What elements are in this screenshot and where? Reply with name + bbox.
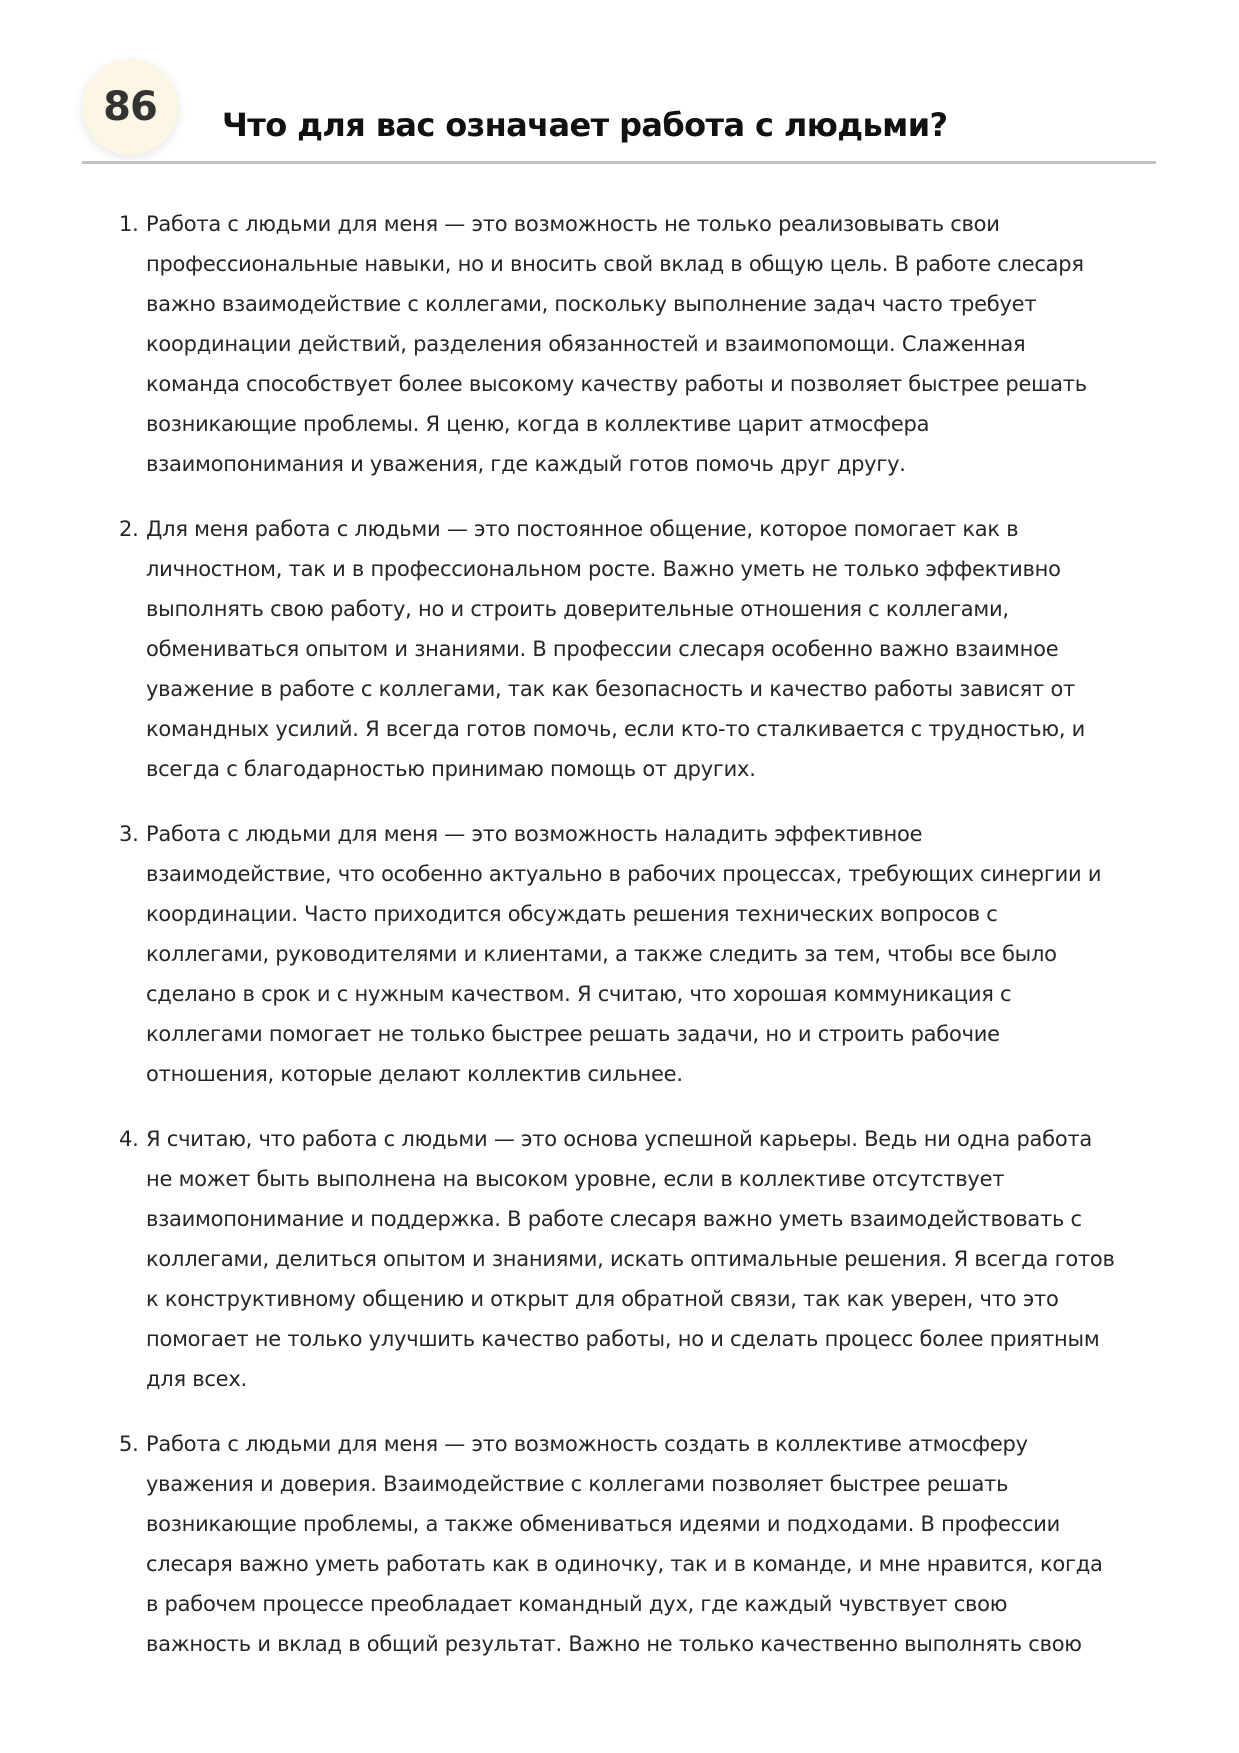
page-title: Что для вас означает работа с людьми? xyxy=(222,106,948,145)
text-line: коллегами, делиться опытом и знаниями, искать оптимальные решения. Я всегда готов xyxy=(146,1247,1115,1271)
text-line: команда способствует более высокому качеству работы и позволяет быстрее решать xyxy=(146,372,1087,396)
answer-text xyxy=(146,1424,1166,1664)
text-line: профессиональные навыки, но и вносить свой вклад в общую цель. В работе слесаря xyxy=(146,252,1084,276)
text-line: координации действий, разделения обязанностей и взаимопомощи. Слаженная xyxy=(146,332,1026,356)
answer-item-5 xyxy=(0,1424,1166,1664)
text-line: выполнять свою работу, но и строить доверительные отношения с коллегами, xyxy=(146,597,1009,621)
text-line: Работа с людьми для меня — это возможность наладить эффективное xyxy=(146,822,923,846)
text-line: помогает не только улучшить качество работы, но и сделать процесс более приятным xyxy=(146,1327,1100,1351)
text-line: возникающие проблемы, а также обмениваться идеями и подходами. В профессии xyxy=(146,1512,1061,1536)
text-line: взаимопонимание и поддержка. В работе слесаря важно уметь взаимодействовать с xyxy=(146,1207,1082,1231)
text-line: коллегами, руководителями и клиентами, а также следить за тем, чтобы все было xyxy=(146,942,1057,966)
text-line: взаимодействие, что особенно актуально в рабочих процессах, требующих синергии и xyxy=(146,862,1102,886)
text-line: уважение в работе с коллегами, так как безопасность и качество работы зависят от xyxy=(146,677,1076,701)
answer-item-4 xyxy=(0,1119,1166,1399)
text-line: к конструктивному общению и открыт для обратной связи, так как уверен, что это xyxy=(146,1287,1059,1311)
text-line: в рабочем процессе преобладает командный дух, где каждый чувствует свою xyxy=(146,1592,1008,1616)
text-line: для всех. xyxy=(146,1367,247,1391)
answer-number: 3. xyxy=(119,822,139,846)
text-line: Для меня работа с людьми — это постоянное общение, которое помогает как в xyxy=(146,517,1019,541)
text-line: важность и вклад в общий результат. Важно не только качественно выполнять свою xyxy=(146,1632,1082,1656)
answer-item-1 xyxy=(0,204,1166,484)
answer-text xyxy=(146,814,1166,1094)
text-line: коллегами помогает не только быстрее решать задачи, но и строить рабочие xyxy=(146,1022,1000,1046)
answer-item-2 xyxy=(0,509,1166,789)
page-header xyxy=(82,55,1156,163)
text-line: обмениваться опытом и знаниями. В профессии слесаря особенно важно взаимное xyxy=(146,637,1059,661)
text-line: сделано в срок и с нужным качеством. Я считаю, что хорошая коммуникация с xyxy=(146,982,1012,1006)
answer-text xyxy=(146,1119,1166,1399)
text-line: координации. Часто приходится обсуждать решения технических вопросов с xyxy=(146,902,998,926)
text-line: Работа с людьми для меня — это возможность не только реализовывать свои xyxy=(146,212,1000,236)
text-line: командных усилий. Я всегда готов помочь, если кто-то сталкивается с трудностью, и xyxy=(146,717,1086,741)
answer-number: 5. xyxy=(119,1432,139,1456)
text-line: взаимопонимания и уважения, где каждый готов помочь друг другу. xyxy=(146,452,906,476)
text-line: важно взаимодействие с коллегами, поскольку выполнение задач часто требует xyxy=(146,292,1037,316)
text-line: Работа с людьми для меня — это возможность создать в коллективе атмосферу xyxy=(146,1432,1028,1456)
answer-number: 4. xyxy=(119,1127,139,1151)
text-line: возникающие проблемы. Я ценю, когда в коллективе царит атмосфера xyxy=(146,412,930,436)
question-number-badge: 86 xyxy=(82,59,178,155)
answer-number: 1. xyxy=(119,212,139,236)
text-line: Я считаю, что работа с людьми — это основа успешной карьеры. Ведь ни одна работа xyxy=(146,1127,1093,1151)
answer-list xyxy=(0,204,1239,1689)
answer-text xyxy=(146,204,1166,484)
text-line: слесаря важно уметь работать как в одиночку, так и в команде, и мне нравится, когда xyxy=(146,1552,1103,1576)
answer-number: 2. xyxy=(119,517,139,541)
text-line: не может быть выполнена на высоком уровне, если в коллективе отсутствует xyxy=(146,1167,1005,1191)
text-line: уважения и доверия. Взаимодействие с коллегами позволяет быстрее решать xyxy=(146,1472,1009,1496)
text-line: отношения, которые делают коллектив сильнее. xyxy=(146,1062,683,1086)
answer-item-3 xyxy=(0,814,1166,1094)
text-line: личностном, так и в профессиональном росте. Важно уметь не только эффективно xyxy=(146,557,1061,581)
text-line: всегда с благодарностью принимаю помощь от других. xyxy=(146,757,756,781)
header-divider xyxy=(82,161,1156,164)
answer-text xyxy=(146,509,1166,789)
